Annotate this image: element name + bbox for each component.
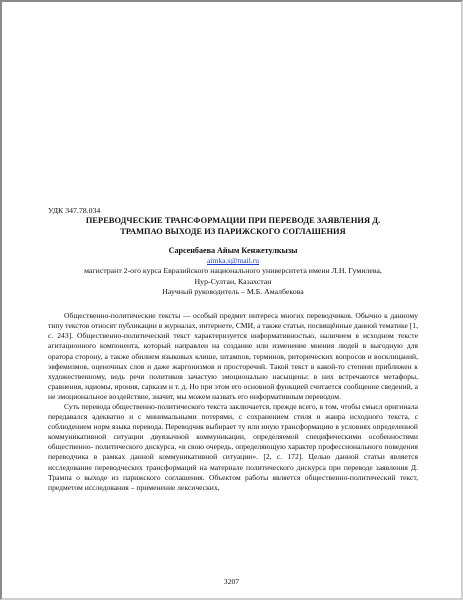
author-email-link[interactable]: aimka.s@mail.ru <box>206 256 260 266</box>
author-affiliation-line-1: магистрант 2-ого курса Евразийского национального университета имени Л.Н. Гумилева, <box>84 266 382 276</box>
paper-title-line-1: ПЕРЕВОДЧЕСКИЕ ТРАНСФОРМАЦИИ ПРИ ПЕРЕВОДЕ ЗАЯВЛЕНИЯ Д. <box>85 216 381 226</box>
supervisor: Научный руководитель – М.Б. Амалбекова <box>162 286 304 296</box>
body-paragraph: Общественно-политические тексты — особый предмет интереса многих переводчиков. Обычно к данному типу текстов относят публикации в журналах, интернете, СМИ, а также статьи, посвящённые данной тематике [1, с. 243]. Общественно-политический текст характеризуется информативностью, наличием в исходном тексте агитационного компонента, который направлен на создание или изменение мнения людей в выгодную для оратора сторону, а также обилием языковых клише, штампов, терминов, риторических вопросов и восклицаний, эвфемизмов, оценочных слов и даже жаргонизмов и просторечий. Такой текст в какой-то степени приближен к художественному, ведь речи политиков зачастую эмоционально насыщены: в них встречаются метафоры, сравнения, идиомы, ирония, сарказм и т. д. Но при этом его основной функцией считается сообщение сведений, а не эмоциональное воздействие, значит, мы можем назвать его информативным переводом. <box>48 311 418 401</box>
author-affiliation-line-2: Нур-Султан, Казахстан <box>194 276 272 286</box>
body-paragraph: Суть перевода общественно-политического текста заключается, прежде всего, в том, чтобы смысл оригинала передавался адекватно и с минимальными потерями, с сохранением стиля и жанра исходного текста, с соблюдением норм языка перевода. Переводчик выбирает ту или иную трансформацию в условиях определенной коммуникативной ситуации двуязычной коммуникации, определяемой специфическими особенностями общественно- политического дискурса, «в свою очередь, определяющую характер профессионального поведения переводчика в рамках данной коммуникативной ситуации». [2, с. 172]. Целью данной статьи является исследование переводческих трансформаций на материале политического дискурса при переводе заявления Д. Трампа о выходе из парижского соглашения. Объектом работы является общественно-политический текст, предметом исследования – применение лексических, <box>48 402 418 492</box>
paper-title-line-2: ТРАМПАО ВЫХОДЕ ИЗ ПАРИЖСКОГО СОГЛАШЕНИЯ <box>120 226 346 236</box>
paper-page <box>48 206 418 493</box>
article-body <box>48 311 418 493</box>
author-name: Сарсенбаева Айым Кенжетулкызы <box>168 246 298 256</box>
paper-title <box>48 216 418 237</box>
page-number: 3207 <box>223 577 240 586</box>
udk-code: УДК 347.78.034 <box>48 206 101 215</box>
